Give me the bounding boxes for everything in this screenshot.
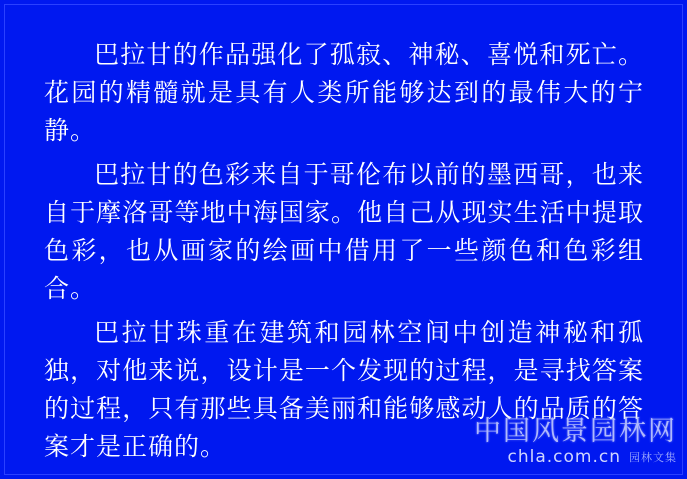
- watermark-url: chla.com.cn: [507, 447, 621, 467]
- watermark-subtitle: 园林文集: [629, 451, 677, 464]
- watermark-row: [467, 447, 677, 467]
- watermark-brand-cn: 中国风景园林网: [474, 416, 677, 447]
- slide-body-text: [44, 36, 644, 472]
- watermark: [467, 417, 677, 471]
- paragraph: 巴拉甘珠重在建筑和园林空间中创造神秘和孤独，对他来说，设计是一个发现的过程，是寻找答案的过程，只有那些具备美丽和能够感动人的品质的答案才是正确的。: [44, 318, 644, 461]
- paragraph: 巴拉甘的作品强化了孤寂、神秘、喜悦和死亡。花园的精髓就是具有人类所能够达到的最伟大的宁静。: [44, 40, 644, 145]
- paragraph: 巴拉甘的色彩来自于哥伦布以前的墨西哥，也来自于摩洛哥等地中海国家。他自己从现实生活中提取色彩，也从画家的绘画中借用了一些颜色和色彩组合。: [44, 160, 644, 303]
